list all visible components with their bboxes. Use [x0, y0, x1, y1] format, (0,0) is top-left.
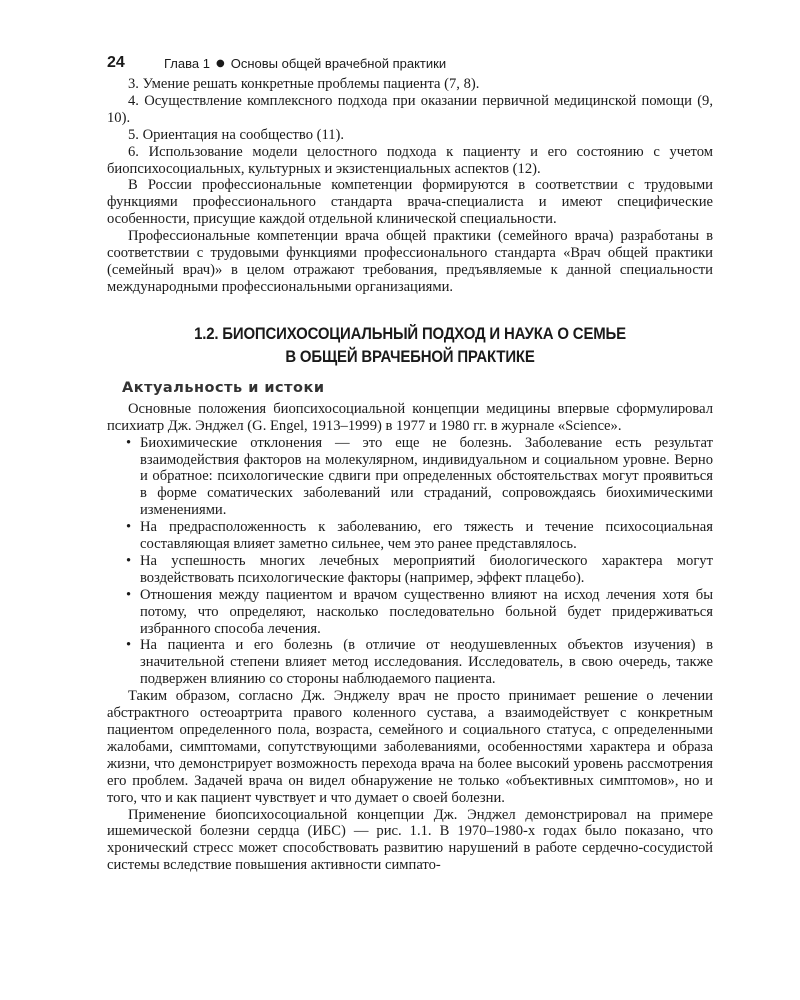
- numbered-item-5: 5. Ориентация на сообщество (11).: [128, 126, 345, 143]
- paragraph-professional-competencies: Профессиональные компетенции врача общей практики (семейного врача) разработаны в соответствии с трудовыми функциями профессионального стандарта «Врач общей практики (семейный врач)» в целом отражают требования, предъявляемые к данной специальности международными профессиональными организациями.: [107, 228, 713, 295]
- numbered-item-4: 4. Осуществление комплексного подхода при оказании первичной медицинской помощи (9, 10).: [107, 92, 713, 126]
- list-item-text: На предрасположенность к заболеванию, его тяжесть и течение психосоциальная составляющая влияет заметно сильнее, чем это ранее представлялось.: [140, 519, 713, 553]
- list-item-text: На успешность многих лечебных мероприятий биологического характера могут воздействовать психологические факторы (например, эффект плацебо).: [140, 552, 713, 586]
- page-number: 24: [107, 54, 125, 71]
- paragraph-engel-approach: Таким образом, согласно Дж. Энджелу врач не просто принимает решение о лечении абстрактного остеоартрита правого коленного сустава, а взаимодействует с конкретным пациентом определенного пола, возраста, семейного и социального статуса, с определенными жалобами, симптомами, сопутствующими заболеваниями, особенностями характера и образа жизни, что демонстрирует возможность перехода врача на более высокий уровень рассмотрения его проблем. Задачей врача он видел обнаружение не только «объективных симптомов», но и того, что и как пациент чувствует и что думает о своей болезни.: [107, 688, 713, 806]
- numbered-item-3: 3. Умение решать конкретные проблемы пациента (7, 8).: [128, 76, 480, 92]
- header-separator-icon: ●: [215, 57, 225, 69]
- bullet-list: [107, 435, 713, 689]
- list-item-text: Отношения между пациентом и врачом существенно влияют на исход лечения хотя бы потому, что определяют, насколько последовательно больной будет придерживаться избранного способа лечения.: [140, 586, 713, 637]
- section-heading-line-2: В ОБЩЕЙ ВРАЧЕБНОЙ ПРАКТИКЕ: [285, 346, 535, 366]
- paragraph-ischemic-example: Применение биопсихосоциальной концепции Дж. Энджел демонстрировал на примере ишемической болезни сердца (ИБС) — рис. 1.1. В 1970–1980-х годах было показано, что хронический стресс может способствовать развитию нарушений в работе сердечно-сосудистой системы вследствие повышения активности симпато-: [107, 806, 713, 874]
- bullet-icon: •: [126, 434, 132, 451]
- intro-paragraph: Основные положения биопсихосоциальной концепции медицины впервые сформулировал психиатр Дж. Энджел (G. Engel, 1913–1999) в 1977 и 1980 гг. в журнале «Science».: [107, 400, 713, 434]
- list-item: [107, 553, 713, 587]
- list-item-text: На пациента и его болезнь (в отличие от неодушевленных объектов изучения) в значительной степени влияет метод исследования. Исследователь, в свою очередь, также подвержен влиянию со стороны наблюдаемого пациента.: [140, 637, 713, 688]
- numbered-item-6: 6. Использование модели целостного подхода к пациенту и его состоянию с учетом биопсихосоциальных, культурных и экзистенциальных аспектов (12).: [107, 143, 713, 177]
- section-heading-line-1: 1.2. БИОПСИХОСОЦИАЛЬНЫЙ ПОДХОД И НАУКА О СЕМЬЕ: [194, 323, 626, 343]
- subsection-heading: Актуальность и истоки: [122, 379, 325, 396]
- bullet-icon: •: [126, 552, 132, 569]
- list-item: [107, 637, 713, 688]
- book-page: [107, 50, 713, 874]
- bullet-icon: •: [126, 586, 132, 603]
- chapter-title: Основы общей врачебной практики: [230, 55, 447, 71]
- bullet-icon: •: [126, 519, 132, 536]
- list-item: [107, 587, 713, 638]
- chapter-label: Глава 1: [164, 55, 210, 71]
- bullet-icon: •: [126, 637, 132, 654]
- list-item: [107, 519, 713, 553]
- list-item-text: Биохимические отклонения — это еще не болезнь. Заболевание есть результат взаимодействия факторов на молекулярном, индивидуальном и социальном уровне. Верно и обратное: психологические сдвиги при определенных обстоятельствах могут проявиться в форме соматических заболеваний или страданий, сопровождаясь биохимическими изменениями.: [140, 434, 713, 519]
- running-header: [107, 50, 713, 76]
- list-item: [107, 435, 713, 520]
- paragraph-russia-competencies: В России профессиональные компетенции формируются в соответствии с трудовыми функциями профессионального стандарта врача-специалиста и имеют специфические особенности, присущие каждой отдельной клинической специальности.: [107, 177, 713, 228]
- section-heading: [143, 322, 676, 368]
